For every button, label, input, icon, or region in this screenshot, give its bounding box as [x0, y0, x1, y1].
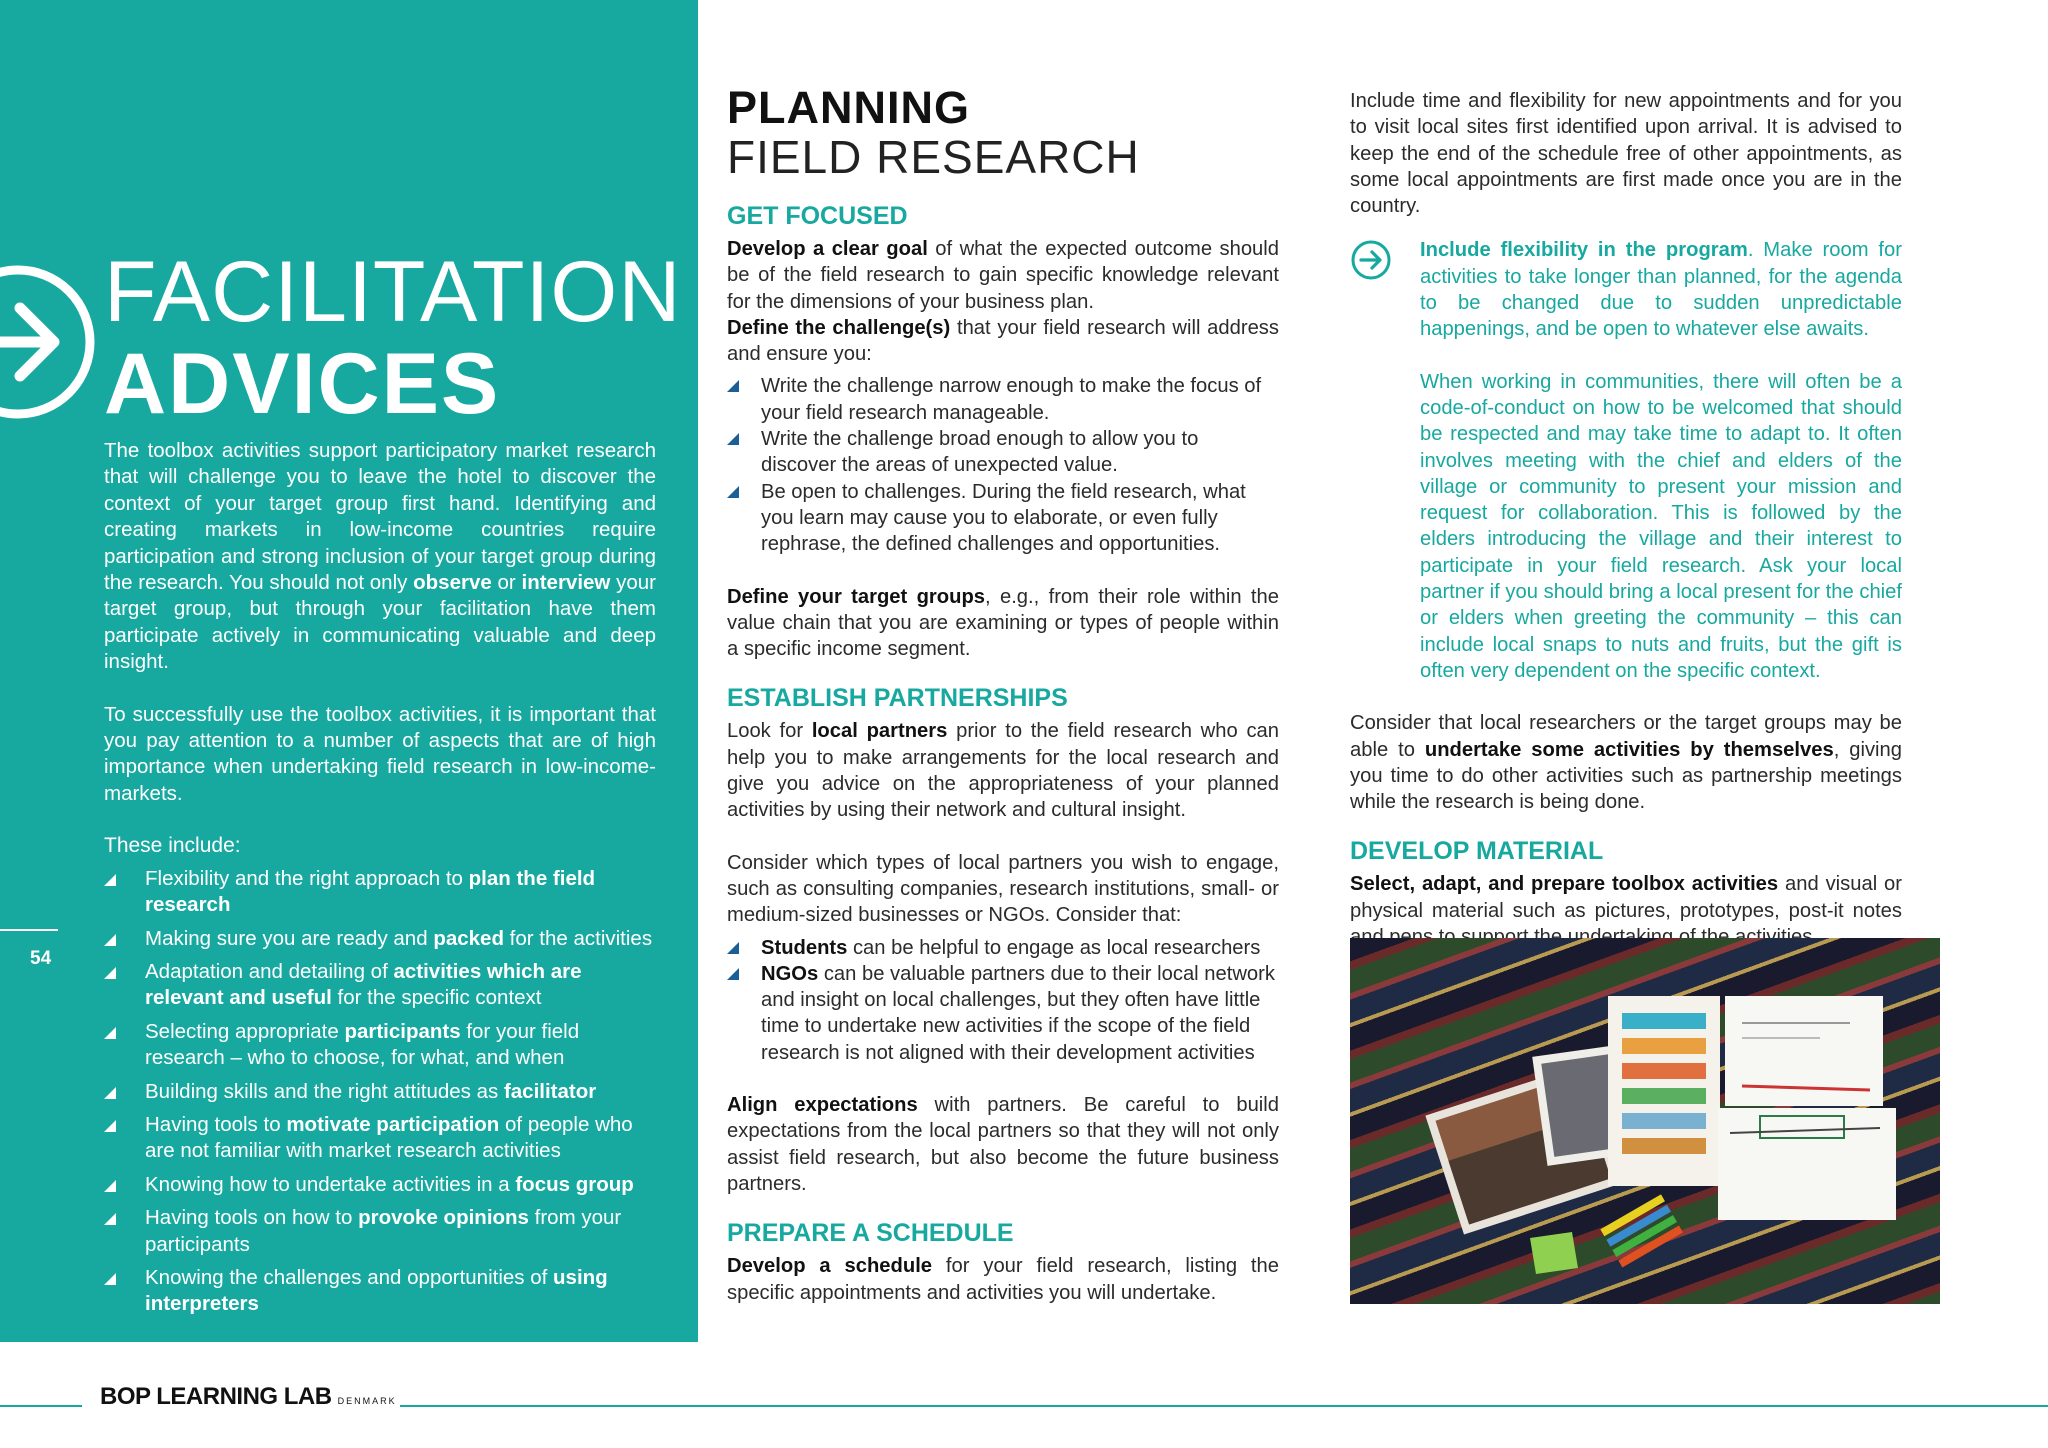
right-column [1350, 88, 1902, 950]
partners-types-paragraph: Consider which types of local partners you wish to engage, such as consulting companies, research institutions, small- or medium-sized businesses or NGOs. Consider that: [727, 851, 1279, 927]
triangle-bullet-icon [104, 1213, 116, 1225]
focus-goal-paragraph: Develop a clear goal of what the expected outcome should be of the field research to gain specific knowledge relevant for the dimensions of your business plan. [727, 238, 1280, 313]
facilitation-title [104, 246, 681, 430]
list-item: Having tools on how to provoke opinions from your participants [104, 1205, 656, 1258]
list-item: Be open to challenges. During the field research, what you learn may cause you to elaborate, or even fully rephrase, the defined challenges and opportunities. [727, 479, 1279, 558]
triangle-bullet-icon [104, 1087, 116, 1099]
triangle-bullet-icon [104, 1027, 116, 1039]
page-marker-line [0, 929, 58, 931]
title-bold: ADVICES [104, 336, 501, 432]
flexibility-callout [1350, 237, 1902, 684]
section-heading-get-focused: GET FOCUSED [727, 202, 908, 230]
triangle-bullet-icon [104, 967, 116, 979]
triangle-bullet-icon [104, 934, 116, 946]
section-heading-material: DEVELOP MATERIAL [1350, 837, 1604, 866]
title-light: FACILITATION [104, 244, 682, 340]
photo-illustration [1350, 938, 1940, 1304]
planning-title-bold: PLANNING [727, 82, 970, 133]
triangle-bullet-icon [104, 1273, 116, 1285]
callout-community-paragraph: When working in communities, there will often be a code-of-conduct on how to be welcomed that should be respected and may take time to adapt to. It often involves meeting with the chief and elders of the village or community to present your mission and request for collaboration. This is followed by the elders introducing the village and their interest to participate in your field research. Ask your local partner if you should bring a local present for the chief or elders when greeting the community – this can include local snaps to nuts and fruits, but the gift is often very dependent on the specific context. [1420, 370, 1902, 682]
focus-list [727, 373, 1279, 557]
focus-challenge-paragraph: Define the challenge(s) that your field research will address and ensure you: [727, 316, 1279, 366]
page-number: 54 [30, 948, 52, 969]
arrow-right-circle-icon [0, 262, 98, 422]
brand-sub: DENMARK [337, 1396, 397, 1406]
list-item: Students can be helpful to engage as local researchers [727, 935, 1279, 961]
schedule-flex-paragraph: Include time and flexibility for new appointments and for you to visit local sites first identified upon arrival. It is advised to keep the end of the schedule free of other appointments, as some local appointments are first made once you are in the country. [1350, 90, 1902, 218]
planning-column [727, 84, 1279, 1306]
triangle-bullet-icon [727, 486, 739, 498]
triangle-bullet-icon [727, 968, 739, 980]
list-item: Write the challenge broad enough to allow you to discover the areas of unexpected value. [727, 426, 1279, 479]
footer-brand [100, 1383, 397, 1411]
partners-list [727, 935, 1279, 1066]
partners-local-paragraph: Look for local partners prior to the field research who can help you to make arrangements for the local research and give you advice on the appropriateness of your planned activities by using their network and cultural insight. [727, 720, 1279, 822]
focus-target-paragraph: Define your target groups, e.g., from their role within the value chain that you are examining or types of people within a specific income segment. [727, 585, 1279, 661]
planning-title [727, 84, 1279, 182]
triangle-bullet-icon [727, 380, 739, 392]
list-item: Knowing the challenges and opportunities of using interpreters [104, 1265, 656, 1318]
planning-title-light: FIELD RESEARCH [727, 131, 1140, 183]
list-item: Having tools to motivate participation of people who are not familiar with market research activities [104, 1112, 656, 1165]
workshop-materials-photo [1350, 938, 1940, 1304]
list-item: Adaptation and detailing of activities which are relevant and useful for the specific context [104, 959, 656, 1012]
list-item: Flexibility and the right approach to plan the field research [104, 866, 656, 919]
advice-list [104, 866, 656, 1318]
include-label: These include: [104, 834, 241, 858]
facilitation-panel [0, 0, 698, 1342]
triangle-bullet-icon [727, 942, 739, 954]
triangle-bullet-icon [104, 1180, 116, 1192]
arrow-right-circle-icon [1350, 239, 1392, 281]
list-item: Selecting appropriate participants for your field research – who to choose, for what, and when [104, 1019, 656, 1072]
section-heading-partnerships: ESTABLISH PARTNERSHIPS [727, 684, 1068, 713]
list-item: NGOs can be valuable partners due to their local network and insight on local challenges, but they often have little time to undertake new activities if the scope of the field research is not aligned with their development activities [727, 961, 1279, 1066]
aspects-paragraph: To successfully use the toolbox activities, it is important that you pay attention to a number of aspects that are of high importance when undertaking field research in low-income-markets. [104, 702, 656, 805]
intro-paragraph: The toolbox activities support participatory market research that will challenge you to leave the hotel to discover the context of your target group first hand. Identifying and creating markets in low-income countries require participation and strong inclusion of your target group during the research. You should not only observe or interview your target group, but through your facilitation have them participate actively in communicating valuable and deep insight. [104, 439, 656, 674]
triangle-bullet-icon [727, 433, 739, 445]
local-researchers-paragraph: Consider that local researchers or the target groups may be able to undertake some activities by themselves, giving you time to do other activities such as partnership meetings while the research is being done. [1350, 712, 1902, 814]
partners-align-paragraph: Align expectations with partners. Be careful to build expectations from the local partners so that they will not only assist field research, but also become the future business partners. [727, 1094, 1279, 1195]
brand-name: BOP LEARNING LAB [100, 1383, 332, 1410]
facilitation-body [104, 438, 656, 1325]
callout-flexibility-paragraph: Include flexibility in the program. Make room for activities to take longer than planned, for the agenda to be changed due to sudden unpredictable happenings, and be open to whatever else awaits. [1420, 239, 1902, 341]
footer-rule-right [400, 1405, 2048, 1407]
list-item: Write the challenge narrow enough to make the focus of your field research manageable. [727, 373, 1279, 426]
section-heading-schedule: PREPARE A SCHEDULE [727, 1219, 1014, 1248]
material-paragraph: Select, adapt, and prepare toolbox activities and visual or physical material such as pictures, prototypes, post-it notes [1350, 873, 1902, 922]
list-item: Building skills and the right attitudes as facilitator [104, 1079, 656, 1105]
triangle-bullet-icon [104, 1120, 116, 1132]
list-item: Making sure you are ready and packed for the activities [104, 926, 656, 952]
triangle-bullet-icon [104, 874, 116, 886]
footer-rule-left [0, 1405, 82, 1407]
schedule-paragraph: Develop a schedule for your field research, listing the specific appointments and activities you will undertake. [727, 1255, 1279, 1304]
list-item: Knowing how to undertake activities in a focus group [104, 1172, 656, 1198]
